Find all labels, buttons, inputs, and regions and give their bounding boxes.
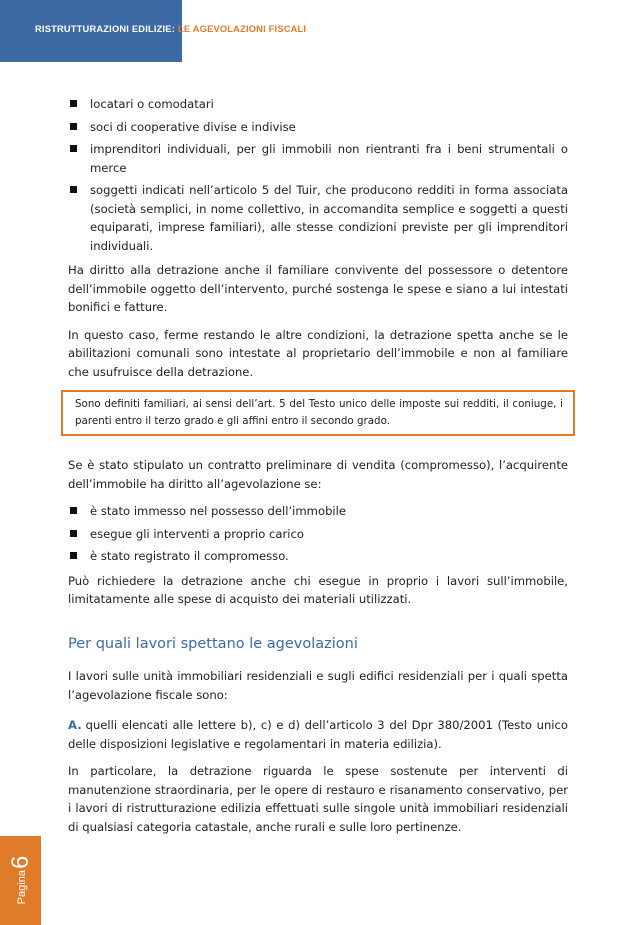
list-item	[68, 95, 568, 114]
paragraph: Ha diritto alla detrazione anche il familiare convivente del possessore o detentore dell’immobile oggetto dell’intervento, purché sostenga le spese e siano a lui intestati bonifici e fatture.	[68, 263, 568, 314]
page-number: 6	[7, 855, 34, 870]
buyer-conditions-list	[68, 502, 568, 566]
paragraph: In questo caso, ferme restando le altre condizioni, la detrazione spetta anche se le abilitazioni comunali sono intestate al proprietario dell’immobile e non al familiare che usufruisce della detrazione.	[68, 327, 568, 379]
list-item	[68, 140, 568, 177]
square-bullet-icon	[70, 186, 77, 193]
list-item-text: soci di cooperative divise e indivise	[90, 119, 296, 134]
section-title: Per quali lavori spettano le agevolazioni	[68, 635, 358, 652]
page-number-label	[7, 856, 35, 905]
item-text: quelli elencati alle lettere b), c) e d) dell’articolo 3 del Dpr 380/2001 (Testo unico delle disposizioni legislative e regolamentari in materia edilizia).	[68, 718, 568, 751]
eligible-subjects-list	[68, 95, 568, 255]
page-number-tab	[0, 836, 41, 925]
square-bullet-icon	[70, 507, 77, 514]
list-item	[68, 181, 568, 255]
page-word: Pagina	[16, 870, 28, 905]
lettered-item-a	[68, 716, 568, 753]
list-item-text: è stato immesso nel possesso dell’immobile	[90, 504, 347, 518]
square-bullet-icon	[70, 123, 77, 130]
list-item-text: imprenditori individuali, per gli immobili non rientranti fra i beni strumentali o merce	[90, 142, 568, 175]
list-item	[68, 525, 568, 544]
paragraph: In particolare, la detrazione riguarda le spese sostenute per interventi di manutenzione straordinaria, per le opere di restauro e risanamento conservativo, per i lavori di ristrutturazione edilizia effettuati sulle singole unità immobiliari residenziali di qualsiasi categoria catastale, anche rurali e sulle loro pertinenze.	[68, 764, 568, 834]
item-letter: A.	[68, 718, 82, 732]
list-item	[68, 547, 568, 566]
header-section: RISTRUTTURAZIONI EDILIZIE:	[35, 24, 175, 34]
list-item-text: locatari o comodatari	[90, 97, 214, 111]
paragraph: Se è stato stipulato un contratto preliminare di vendita (compromesso), l’acquirente dell’immobile ha diritto all’agevolazione se:	[68, 458, 568, 491]
header-subsection: LE AGEVOLAZIONI FISCALI	[178, 24, 307, 34]
square-bullet-icon	[70, 145, 77, 152]
list-item	[68, 118, 568, 137]
list-item-text: soggetti indicati nell’articolo 5 del Tuir, che producono redditi in forma associata (società semplici, in nome collettivo, in accomandita semplice e soggetti a questi equiparati, imprese familiari), alle stesse condizioni previste per gli imprenditori individuali.	[90, 183, 568, 253]
note-box: Sono definiti familiari, ai sensi dell’art. 5 del Testo unico delle imposte sui redditi, il coniuge, i parenti entro il terzo grado e gli affini entro il secondo grado.	[61, 390, 575, 436]
list-item-text: esegue gli interventi a proprio carico	[90, 526, 304, 541]
list-item-text: è stato registrato il compromesso.	[90, 549, 289, 563]
page-content	[68, 95, 568, 845]
paragraph: Può richiedere la detrazione anche chi esegue in proprio i lavori sull’immobile, limitatamente alle spese di acquisto dei materiali utilizzati.	[68, 573, 568, 606]
square-bullet-icon	[70, 552, 77, 559]
square-bullet-icon	[70, 100, 77, 107]
paragraph: I lavori sulle unità immobiliari residenziali e sugli edifici residenziali per i quali spetta l’agevolazione fiscale sono:	[68, 669, 568, 702]
square-bullet-icon	[70, 530, 77, 537]
running-header	[35, 24, 306, 34]
list-item	[68, 502, 568, 521]
